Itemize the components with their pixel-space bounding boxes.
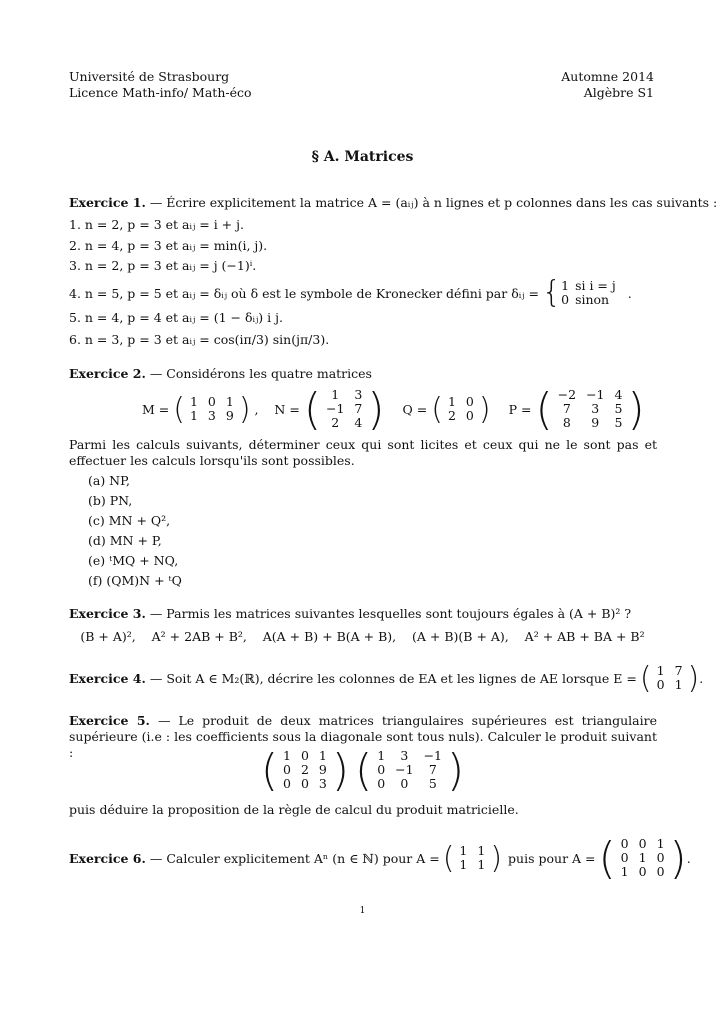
ex5-after: puis déduire la proposition de la règle de calcul du produit matricielle. [69, 802, 519, 817]
ex4-end: . [699, 670, 704, 686]
kronecker-cases [542, 275, 622, 310]
ex2-item-b: (b) PN, [88, 493, 133, 508]
semester: Automne 2014 [561, 69, 654, 84]
ex2-item-c: (c) MN + Q², [88, 513, 171, 528]
ex6-text-2: puis pour A = [508, 850, 596, 866]
ex2-intro-line [69, 366, 372, 381]
ex3-label: Exercice 3. [69, 606, 146, 621]
ex1-item-5: 5. n = 4, p = 4 et aᵢⱼ = (1 − δᵢⱼ) i j. [69, 310, 283, 325]
ex5-text: — Le produit de deux matrices triangulaires supérieures est triangulaire supérieure (i.e : les coefficients sous la diagonale sont tous nuls). Calculer le produit suivant : [69, 713, 658, 760]
kronecker-end: . [627, 285, 632, 301]
ex2-item-f: (f) (QM)N + ᵗQ [88, 573, 182, 588]
matrix-triangular-2: ( 1 3 −1 0 −1 7 0 0 5 ) [355, 744, 465, 796]
ex4-line [69, 660, 703, 696]
matrix-Q-label: Q = [402, 401, 428, 417]
ex2-matrices [142, 383, 645, 435]
ex2-question: Parmi les calculs suivants, déterminer ceux qui sont licites et ceux qui ne le sont pas et effectuer les calculs lorsqu'ils sont possibles. [69, 437, 657, 468]
matrix-P-label: P = [508, 401, 532, 417]
ex2-label: Exercice 2. [69, 366, 146, 381]
matrix-A-ones: ( 1 1 1 1 ) [442, 840, 503, 876]
header-left [69, 69, 252, 100]
ex1-item-4 [69, 275, 632, 310]
ex6-text-1: — Calculer explicitement Aⁿ (n ∈ ℕ) pour A = [149, 850, 440, 866]
course-name: Algèbre S1 [583, 84, 654, 100]
ex4-text: — Soit A ∈ M₂(ℝ), décrire les colonnes de EA et les lignes de AE lorsque E = [149, 670, 637, 686]
section-title: § A. Matrices [311, 149, 414, 165]
matrix-E: ( 1 7 0 1 ) [639, 660, 700, 696]
ex1-intro-line [69, 195, 717, 210]
ex5-product [0, 744, 725, 796]
matrix-A-antidiagonal: ( 0 0 1 0 1 0 1 0 0 ) [598, 832, 687, 884]
matrix-N-label: , N = [254, 401, 300, 417]
ex3-intro: — Parmis les matrices suivantes lesquelles sont toujours égales à (A + B)² ? [149, 606, 632, 621]
ex6-line [69, 834, 691, 882]
ex1-intro: — Écrire explicitement la matrice A = (aᵢⱼ) à n lignes et p colonnes dans les cas suivants : [149, 195, 718, 210]
matrix-Q: ( 1 0 2 0 ) [431, 391, 491, 427]
ex2-item-e: (e) ᵗMQ + NQ, [88, 553, 179, 568]
ex3-formula: (B + A)², A² + 2AB + B², A(A + B) + B(A + B), (A + B)(B + A), A² + AB + BA + B² [80, 629, 645, 644]
matrix-P: ( −2 −1 4 7 3 5 8 9 5 ) [535, 383, 645, 435]
matrix-triangular-1: ( 1 0 1 0 2 9 0 0 3 ) [260, 744, 350, 796]
ex6-end: . [686, 850, 691, 866]
ex1-item-3: 3. n = 2, p = 3 et aᵢⱼ = j (−1)ⁱ. [69, 258, 257, 273]
program-name: Licence Math-info/ Math-éco [69, 84, 252, 100]
university-name: Université de Strasbourg [69, 69, 230, 84]
ex6-label: Exercice 6. [69, 850, 146, 866]
ex1-item-1: 1. n = 2, p = 3 et aᵢⱼ = i + j. [69, 217, 244, 232]
page-number: 1 [359, 906, 366, 916]
ex1-item-4-text: 4. n = 5, p = 5 et aᵢⱼ = δᵢⱼ où δ est le symbole de Kronecker défini par δᵢⱼ = [69, 285, 540, 301]
matrix-M: ( 1 0 1 1 3 9 ) [173, 391, 251, 427]
left-brace: { [542, 275, 562, 310]
ex2-item-d: (d) MN + P, [88, 533, 162, 548]
matrix-M-label: M = [142, 401, 170, 417]
ex3-intro-line [69, 606, 631, 621]
ex4-label: Exercice 4. [69, 670, 146, 686]
matrix-N: ( 1 3 −1 7 2 4 ) [303, 383, 385, 435]
ex2-intro: — Considérons les quatre matrices [149, 366, 372, 381]
ex5-label: Exercice 5. [69, 713, 150, 728]
ex1-label: Exercice 1. [69, 195, 146, 210]
ex1-item-2: 2. n = 4, p = 3 et aᵢⱼ = min(i, j). [69, 238, 268, 253]
ex1-item-6: 6. n = 3, p = 3 et aᵢⱼ = cos(iπ/3) sin(jπ/3). [69, 332, 330, 347]
kronecker-table: 1 si i = j 0 sinon [561, 278, 616, 307]
header-right [561, 69, 654, 100]
ex2-item-a: (a) NP, [88, 473, 130, 488]
